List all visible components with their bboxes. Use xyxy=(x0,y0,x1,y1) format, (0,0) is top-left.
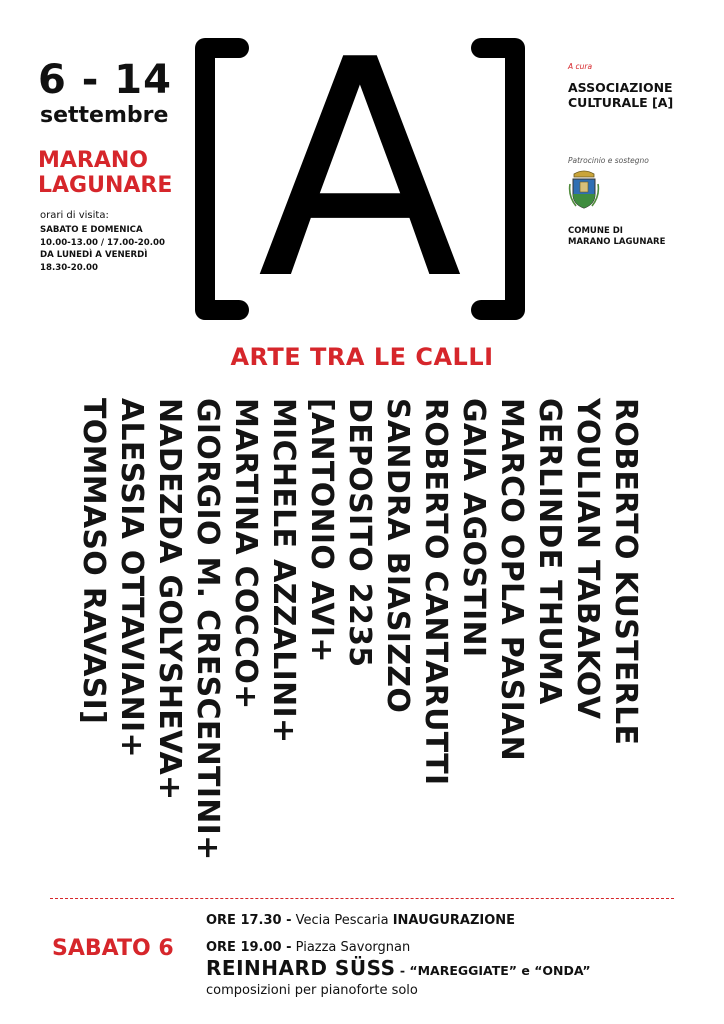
curated-by-label: A cura xyxy=(568,62,593,71)
organizer-name xyxy=(568,80,673,110)
event-place: Piazza Savorgnan xyxy=(291,940,411,955)
artist-name: ALESSIA OTTAVIANI+ xyxy=(114,398,149,758)
artist-list xyxy=(72,398,652,878)
municipality-line-1: COMUNE DI xyxy=(568,226,623,236)
artist-name: [ANTONIO AVI+ xyxy=(304,398,339,663)
event-time: ORE 19.00 - xyxy=(206,940,292,955)
coat-of-arms-icon xyxy=(568,170,600,210)
artist-name: NADEZDA GOLYSHEVA+ xyxy=(152,398,187,801)
hours-line: 18.30-20.00 xyxy=(40,262,98,273)
hours-line: SABATO E DOMENICA xyxy=(40,225,143,235)
event-month: settembre xyxy=(40,103,169,128)
logo-letter: A xyxy=(257,38,463,320)
patronage-label: Patrocinio e sostegno xyxy=(568,156,649,165)
artist-name: YOULIAN TABAKOV xyxy=(570,398,605,720)
artist-name: TOMMASO RAVASI] xyxy=(76,398,111,725)
performer-name: REINHARD SÜSS xyxy=(206,956,396,980)
exhibition-subtitle: ARTE TRA LE CALLI xyxy=(230,343,494,371)
municipality-line-2: MARANO LAGUNARE xyxy=(568,237,666,247)
dashed-divider xyxy=(50,898,674,899)
hours-line: 10.00-13.00 / 17.00-20.00 xyxy=(40,237,165,248)
association-logo xyxy=(195,38,525,320)
event-title: INAUGURAZIONE xyxy=(392,913,516,928)
artist-name: ROBERTO CANTARUTTI xyxy=(418,398,453,786)
event-place: Vecia Pescaria xyxy=(291,913,393,928)
artist-name: GERLINDE THUMA xyxy=(532,398,567,705)
municipality-name xyxy=(568,226,665,248)
artist-name: GIORGIO M. CRESCENTINI+ xyxy=(190,398,225,861)
artist-name: MARTINA COCCO+ xyxy=(228,398,263,710)
artist-name: MICHELE AZZALINI+ xyxy=(266,398,301,744)
event-time: ORE 17.30 - xyxy=(206,913,292,928)
artist-name: DEPOSITO 2235 xyxy=(342,398,377,668)
right-bracket-shape xyxy=(481,48,515,310)
artist-name: ROBERTO KUSTERLE xyxy=(608,398,643,746)
organizer-line-2: CULTURALE [A] xyxy=(568,95,674,110)
visiting-hours-label: orari di visita: xyxy=(40,210,109,221)
visiting-hours xyxy=(40,224,165,274)
artist-name: GAIA AGOSTINI xyxy=(456,398,491,658)
program-event-2 xyxy=(206,940,410,955)
program-day: SABATO 6 xyxy=(52,936,174,961)
program-event-1 xyxy=(206,913,515,928)
place-line-1: MARANO xyxy=(38,148,148,173)
artist-name: MARCO OPLA PASIAN xyxy=(494,398,529,762)
artist-name: SANDRA BIASIZZO xyxy=(380,398,415,714)
performer-line xyxy=(206,956,591,980)
hours-line: DA LUNEDÌ A VENERDÌ xyxy=(40,250,148,260)
place-line-2: LAGUNARE xyxy=(38,173,173,198)
performance-description: composizioni per pianoforte solo xyxy=(206,983,418,998)
performed-works: - “MAREGGIATE” e “ONDA” xyxy=(395,963,591,978)
left-bracket-shape xyxy=(205,48,239,310)
event-place xyxy=(38,148,172,198)
event-dates: 6 - 14 xyxy=(38,57,172,103)
organizer-line-1: ASSOCIAZIONE xyxy=(568,80,673,95)
